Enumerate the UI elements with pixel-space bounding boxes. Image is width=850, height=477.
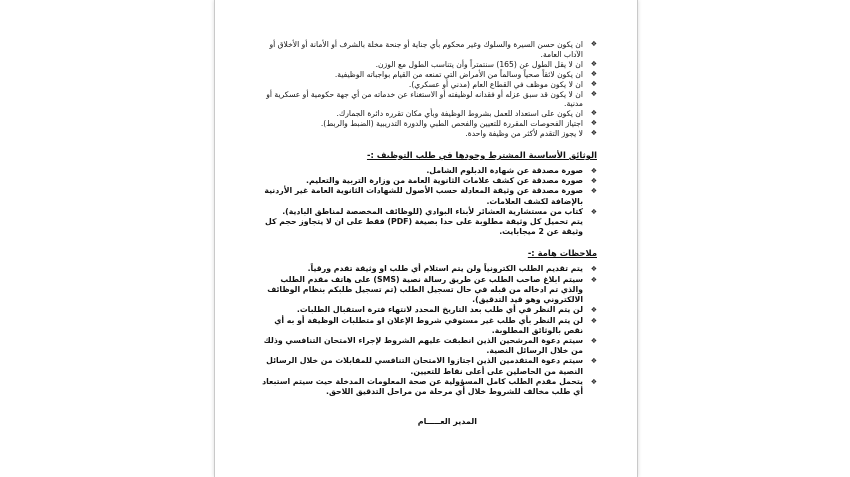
list-item: ❖ صورة مصدقة عن وثيقة المعادلة حسب الأصول للشهادات الثانوية العامة غير الأردنية بالإضافة لكشف العلامات. bbox=[264, 186, 597, 206]
list-item: ❖ سيتم دعوة المرشحين الذين انطبقت عليهم الشروط لإجراء الامتحان التنافسي وذلك من خلال الرسائل النصية. bbox=[263, 335, 597, 356]
notes-list bbox=[260, 264, 597, 397]
diamond-bullet-icon: ❖ bbox=[590, 167, 597, 176]
list-item: ❖ كتاب من مستشارية العشائر لأبناء البوادي (للوظائف المخصصة لمناطق البادية). bbox=[282, 206, 597, 216]
diamond-bullet-icon: ❖ bbox=[590, 306, 597, 315]
diamond-bullet-icon: ❖ bbox=[590, 265, 597, 274]
document-content bbox=[260, 40, 597, 426]
diamond-bullet-icon: ❖ bbox=[590, 109, 597, 118]
diamond-bullet-icon: ❖ bbox=[590, 316, 597, 325]
documents-list bbox=[260, 166, 597, 237]
list-item: ❖ صورة مصدقة عن شهادة الدبلوم الشامل. bbox=[426, 166, 597, 176]
diamond-bullet-icon: ❖ bbox=[590, 187, 597, 196]
list-item: ❖ ان يكون حسن السيرة والسلوك وغير محكوم بأي جناية أو جنحة مخلة بالشرف أو الأمانة أو الأخلاق أو الآداب العامة. bbox=[269, 40, 597, 59]
notes-heading: ملاحظات هامة :- bbox=[527, 248, 597, 259]
list-item: ❖ لن يتم النظر في أي طلب بعد التاريخ المحدد لانتهاء فترة استقبال الطلبات. bbox=[296, 305, 597, 315]
diamond-bullet-icon: ❖ bbox=[590, 357, 597, 366]
diamond-bullet-icon: ❖ bbox=[590, 275, 597, 284]
diamond-bullet-icon: ❖ bbox=[590, 89, 597, 98]
list-item: ❖ ان لا يقل الطول عن (165) سنتمتراً وأن يتناسب الطول مع الوزن. bbox=[375, 59, 597, 69]
documents-heading: الوثائق الأساسية المشترط وجودها في طلب التوظيف :- bbox=[366, 150, 597, 161]
diamond-bullet-icon: ❖ bbox=[590, 119, 597, 128]
requirements-list bbox=[260, 40, 597, 139]
diamond-bullet-icon: ❖ bbox=[590, 79, 597, 88]
list-item: ❖ ان لا يكون موظف في القطاع العام (مدني أو عسكري). bbox=[408, 79, 597, 89]
list-item: ❖ سيتم ابلاغ صاحب الطلب عن طريق رسالة نصية (SMS) على هاتف مقدم الطلب والذي تم ادخاله من قبله في حال تسجيل الطلب (تم تسجيل طلبكم بنظام الوظائف الالكتروني وهو قيد التدقيق). bbox=[267, 274, 597, 305]
list-item: ❖ يتم تقديم الطلب الكترونياً ولن يتم استلام أي طلب او وثيقة تقدم ورقياً. bbox=[307, 264, 597, 274]
diamond-bullet-icon: ❖ bbox=[590, 336, 597, 345]
list-item: ❖ لن يتم النظر بأي طلب غير مستوفي شروط الإعلان او متطلبات الوظيفة أو به أي نقص بالوثائق المطلوبة. bbox=[274, 315, 597, 335]
list-item: ❖ ان يكون على استعداد للعمل بشروط الوظيفة وبأي مكان تقرره دائرة الجمارك. bbox=[336, 109, 597, 119]
list-item: ❖ صورة مصدقة عن كشف علامات الثانوية العامة من وزارة التربية والتعليم. bbox=[306, 176, 597, 186]
signature: المدير العـــــام bbox=[417, 417, 477, 427]
list-item: ❖ اجتياز الفحوصات المقررة للتعيين والفحص الطبي والدورة التدريبية (الضبط والربط). bbox=[320, 119, 597, 129]
diamond-bullet-icon: ❖ bbox=[590, 129, 597, 138]
diamond-bullet-icon: ❖ bbox=[590, 177, 597, 186]
list-item: ❖ لا يجوز التقدم لأكثر من وظيفة واحدة. bbox=[465, 129, 597, 139]
list-item: ❖ سيتم دعوة المتقدمين الذين اجتازوا الامتحان التنافسي للمقابلات من خلال الرسائل النصية من الحاصلين على أعلى نقاط للتعيين. bbox=[266, 356, 597, 376]
diamond-bullet-icon: ❖ bbox=[590, 207, 597, 216]
diamond-bullet-icon: ❖ bbox=[590, 59, 597, 68]
list-item-note: يتم تحميل كل وثيقة مطلوبة على حدا بصيغة (PDF) فقط على ان لا يتجاوز حجم كل وثيقة عن 2 ميجابايت. bbox=[265, 217, 583, 237]
diamond-bullet-icon: ❖ bbox=[590, 377, 597, 386]
list-item: ❖ يتحمل مقدم الطلب كامل المسؤولية عن صحة المعلومات المدخلة حيث سيتم استبعاد أي طلب مخالف للشروط خلال أي مرحلة من مراحل التدقيق اللاحق. bbox=[262, 376, 597, 396]
list-item: ❖ ان يكون لائقاً صحياً وسالماً من الأمراض التي تمنعه من القيام بواجباته الوظيفية. bbox=[334, 69, 597, 79]
document-page bbox=[214, 0, 638, 477]
diamond-bullet-icon: ❖ bbox=[590, 69, 597, 78]
list-item: ❖ ان لا يكون قد سبق عزله أو فقدانه لوظيفته أو الاستغناء عن خدماته من أي جهة حكومية أو عسكرية أو مدنية. bbox=[266, 89, 597, 109]
diamond-bullet-icon: ❖ bbox=[590, 40, 597, 48]
